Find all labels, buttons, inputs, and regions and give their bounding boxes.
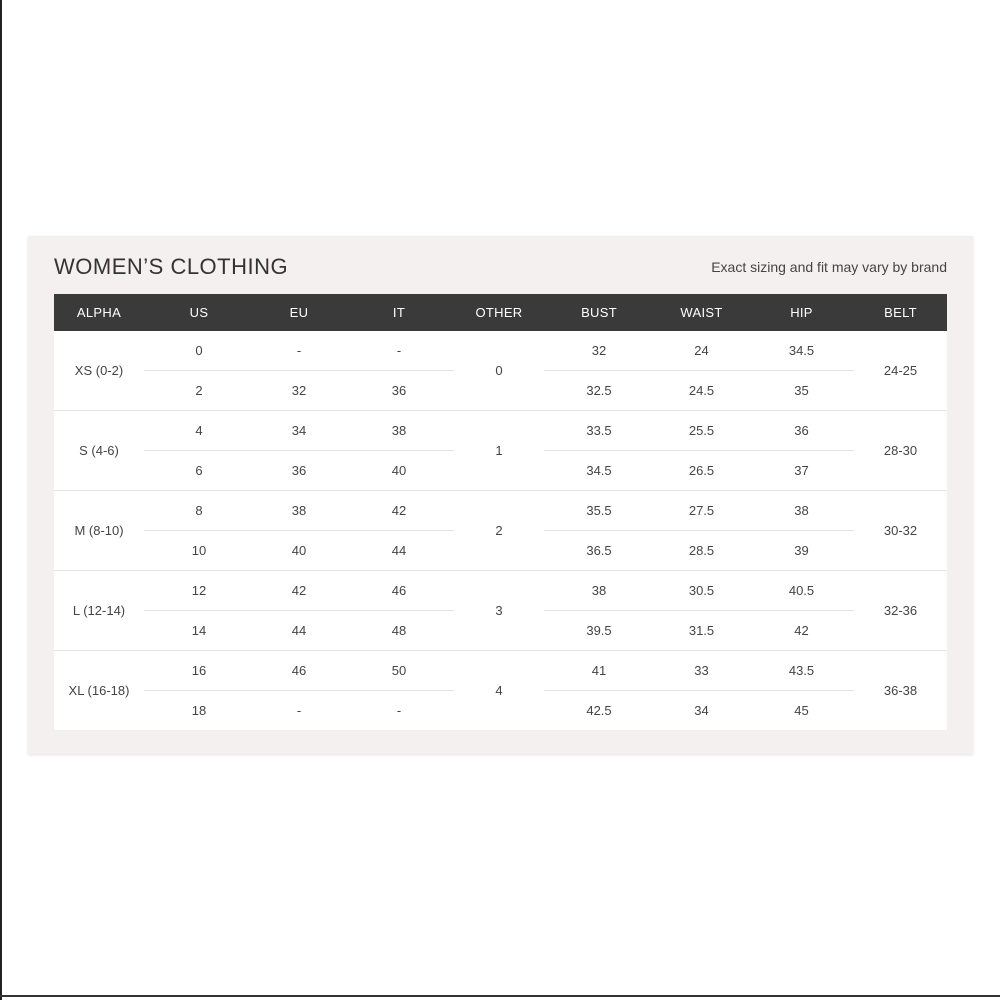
waist-cell: 24 [654,331,749,371]
left-border [0,0,2,1000]
alpha-cell: XS (0-2) [54,331,144,411]
waist-cell: 27.5 [654,491,749,531]
table-header-row [54,294,947,331]
us-cell: 14 [144,611,254,651]
header-waist: WAIST [654,294,749,331]
table-row [54,571,947,611]
us-cell: 6 [144,451,254,491]
other-cell: 3 [454,571,544,651]
table-row [54,491,947,531]
us-cell: 4 [144,411,254,451]
bust-cell: 35.5 [544,491,654,531]
header-us: US [144,294,254,331]
waist-cell: 28.5 [654,531,749,571]
hip-cell: 36 [749,411,854,451]
us-cell: 0 [144,331,254,371]
bust-cell: 42.5 [586,703,612,718]
hip-cell: 37 [749,451,854,491]
it-cell: 42 [344,491,454,531]
it-cell: 48 [344,611,454,651]
eu-cell: 44 [254,611,344,651]
eu-cell: 38 [254,491,344,531]
belt-cell: 36-38 [883,683,918,698]
hip-cell: 43.5 [749,651,854,691]
hip-cell: 38 [749,491,854,531]
hip-cell: 39 [749,531,854,571]
bust-cell: 41 [544,651,654,691]
hip-cell: 42 [749,611,854,651]
alpha-cell: M (8-10) [54,491,144,571]
size-table [54,294,947,730]
waist-cell: 30.5 [654,571,749,611]
other-cell: 0 [454,331,544,411]
it-cell: 46 [344,571,454,611]
waist-cell: 31.5 [654,611,749,651]
header-eu: EU [254,294,344,331]
us-cell: 16 [144,651,254,691]
alpha-cell: S (4-6) [54,411,144,491]
bust-cell: 32.5 [544,371,654,411]
hip-cell: 34.5 [749,331,854,371]
table-row [54,331,947,371]
eu-cell: 42 [254,571,344,611]
it-cell: 38 [344,411,454,451]
belt-cell: 30-32 [854,491,947,571]
belt-cell: 24-25 [854,331,947,411]
alpha-cell: L (12-14) [54,571,144,651]
bust-cell: 32 [544,331,654,371]
eu-cell: - [296,703,302,718]
it-cell: 40 [344,451,454,491]
bust-cell: 34.5 [544,451,654,491]
hip-cell: 35 [749,371,854,411]
waist-cell: 25.5 [654,411,749,451]
waist-cell: 26.5 [654,451,749,491]
header-other: OTHER [454,294,544,331]
bottom-border [0,995,1000,997]
other-cell: 1 [454,411,544,491]
header-bust: BUST [544,294,654,331]
it-cell: 44 [344,531,454,571]
us-cell: 2 [144,371,254,411]
hip-cell: 40.5 [749,571,854,611]
header-it: IT [344,294,454,331]
other-cell: 2 [454,491,544,571]
size-chart-card [28,236,973,754]
alpha-cell: XL (16-18) [68,683,130,698]
table-row [54,411,947,451]
waist-cell: 33 [654,651,749,691]
header-alpha: ALPHA [54,294,144,331]
us-cell: 10 [144,531,254,571]
it-cell: - [344,331,454,371]
bust-cell: 38 [544,571,654,611]
belt-cell: 32-36 [854,571,947,651]
bust-cell: 33.5 [544,411,654,451]
us-cell: 8 [144,491,254,531]
other-cell: 4 [495,683,503,698]
it-cell: 50 [344,651,454,691]
us-cell: 18 [191,703,207,718]
chart-title: WOMEN’S CLOTHING [54,254,289,279]
eu-cell: 32 [254,371,344,411]
us-cell: 12 [144,571,254,611]
bust-cell: 39.5 [544,611,654,651]
sizing-note: Exact sizing and fit may vary by brand [711,259,947,275]
eu-cell: 36 [254,451,344,491]
header-hip: HIP [749,294,854,331]
it-cell: - [396,703,402,718]
table-row [54,651,947,691]
header-belt: BELT [854,294,947,331]
eu-cell: - [254,331,344,371]
belt-cell: 28-30 [854,411,947,491]
waist-cell: 34 [694,703,709,718]
eu-cell: 34 [254,411,344,451]
bust-cell: 36.5 [544,531,654,571]
hip-cell: 45 [794,703,809,718]
eu-cell: 40 [254,531,344,571]
eu-cell: 46 [254,651,344,691]
waist-cell: 24.5 [654,371,749,411]
it-cell: 36 [344,371,454,411]
